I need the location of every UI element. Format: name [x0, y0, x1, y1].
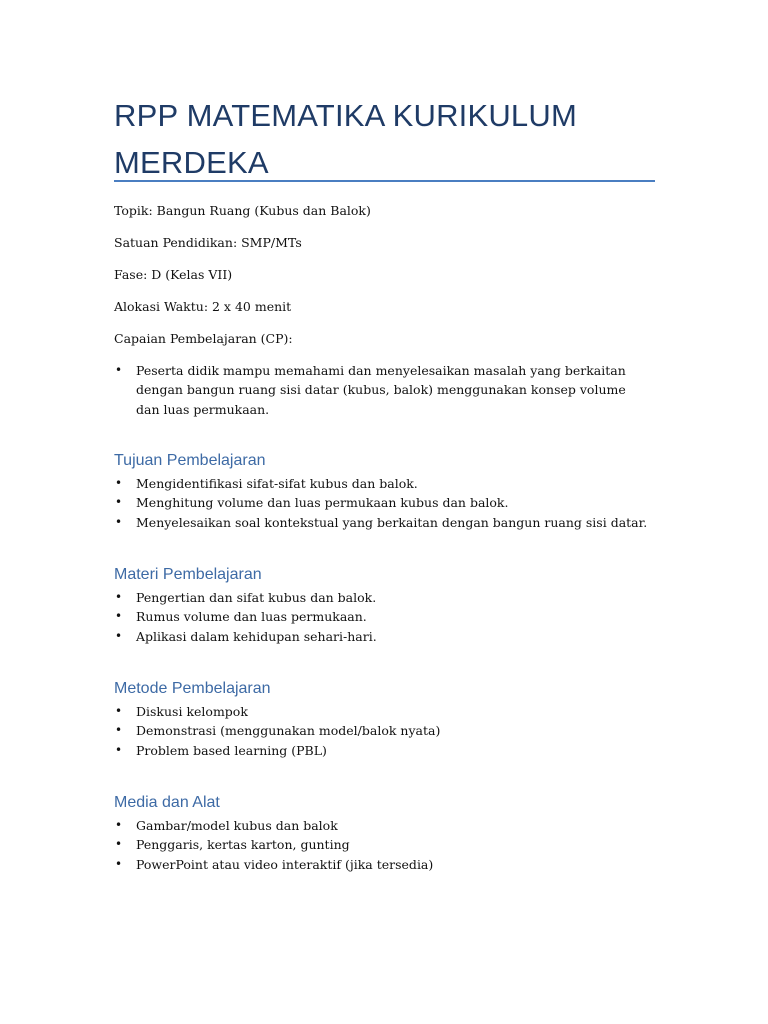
education-unit-line: Satuan Pendidikan: SMP/MTs: [114, 235, 302, 250]
list-item-text: Rumus volume dan luas permukaan.: [136, 609, 367, 625]
list-item: [114, 702, 440, 721]
list-item: [114, 855, 433, 874]
list-item: [114, 474, 647, 493]
list-item-text: Pengertian dan sifat kubus dan balok.: [136, 590, 377, 605]
list-item-text: Penggaris, kertas karton, gunting: [136, 837, 350, 853]
section-heading-media: Media dan Alat: [114, 794, 220, 811]
list-item-text: Peserta didik mampu memahami dan menyelesaikan masalah yang berkaitan dengan bangun ruang sisi datar (kubus, balok) menggunakan konsep volume dan luas permukaan.: [136, 363, 626, 417]
bullet-icon: •: [115, 837, 123, 852]
list-item: [114, 816, 433, 835]
list-item: [114, 835, 433, 854]
title-underline: [114, 180, 655, 182]
material-list: [114, 588, 377, 646]
bullet-icon: •: [115, 704, 123, 718]
list-item-text: Menyelesaikan soal kontekstual yang berkaitan dengan bangun ruang sisi datar.: [136, 514, 648, 530]
list-item-text: Diskusi kelompok: [136, 704, 248, 719]
list-item-text: Menghitung volume dan luas permukaan kubus dan balok.: [136, 495, 509, 511]
bullet-icon: •: [115, 476, 123, 490]
list-item: [114, 361, 644, 419]
objectives-list: [114, 474, 647, 532]
bullet-icon: •: [115, 742, 123, 757]
list-item-text: Problem based learning (PBL): [136, 742, 327, 758]
learning-outcome-list: [114, 361, 644, 419]
list-item-text: Aplikasi dalam kehidupan sehari-hari.: [136, 628, 377, 644]
bullet-icon: •: [115, 495, 123, 510]
bullet-icon: •: [115, 856, 123, 871]
bullet-icon: •: [115, 590, 123, 604]
bullet-icon: •: [115, 628, 123, 643]
list-item: [114, 513, 647, 532]
bullet-icon: •: [115, 514, 123, 529]
list-item-text: Gambar/model kubus dan balok: [136, 818, 338, 833]
list-item-text: PowerPoint atau video interaktif (jika tersedia): [136, 856, 434, 872]
bullet-icon: •: [115, 818, 123, 832]
section-heading-material: Materi Pembelajaran: [114, 566, 262, 583]
topic-line: Topik: Bangun Ruang (Kubus dan Balok): [114, 203, 371, 218]
list-item-text: Mengidentifikasi sifat-sifat kubus dan balok.: [136, 476, 418, 491]
phase-line: Fase: D (Kelas VII): [114, 267, 233, 282]
time-allocation-line: Alokasi Waktu: 2 x 40 menit: [114, 299, 292, 314]
list-item: [114, 721, 440, 740]
section-heading-objectives: Tujuan Pembelajaran: [114, 452, 266, 469]
bullet-icon: •: [115, 609, 123, 624]
list-item: [114, 607, 377, 626]
section-heading-methods: Metode Pembelajaran: [114, 680, 271, 697]
media-list: [114, 816, 433, 874]
learning-outcome-label: Capaian Pembelajaran (CP):: [114, 331, 293, 346]
list-item: [114, 588, 377, 607]
list-item: [114, 627, 377, 646]
bullet-icon: •: [115, 723, 123, 738]
bullet-icon: •: [115, 363, 123, 377]
list-item: [114, 493, 647, 512]
document-title: RPP MATEMATIKA KURIKULUM MERDEKA: [114, 98, 577, 180]
list-item: [114, 741, 440, 760]
methods-list: [114, 702, 440, 760]
list-item-text: Demonstrasi (menggunakan model/balok nyata): [136, 723, 441, 739]
